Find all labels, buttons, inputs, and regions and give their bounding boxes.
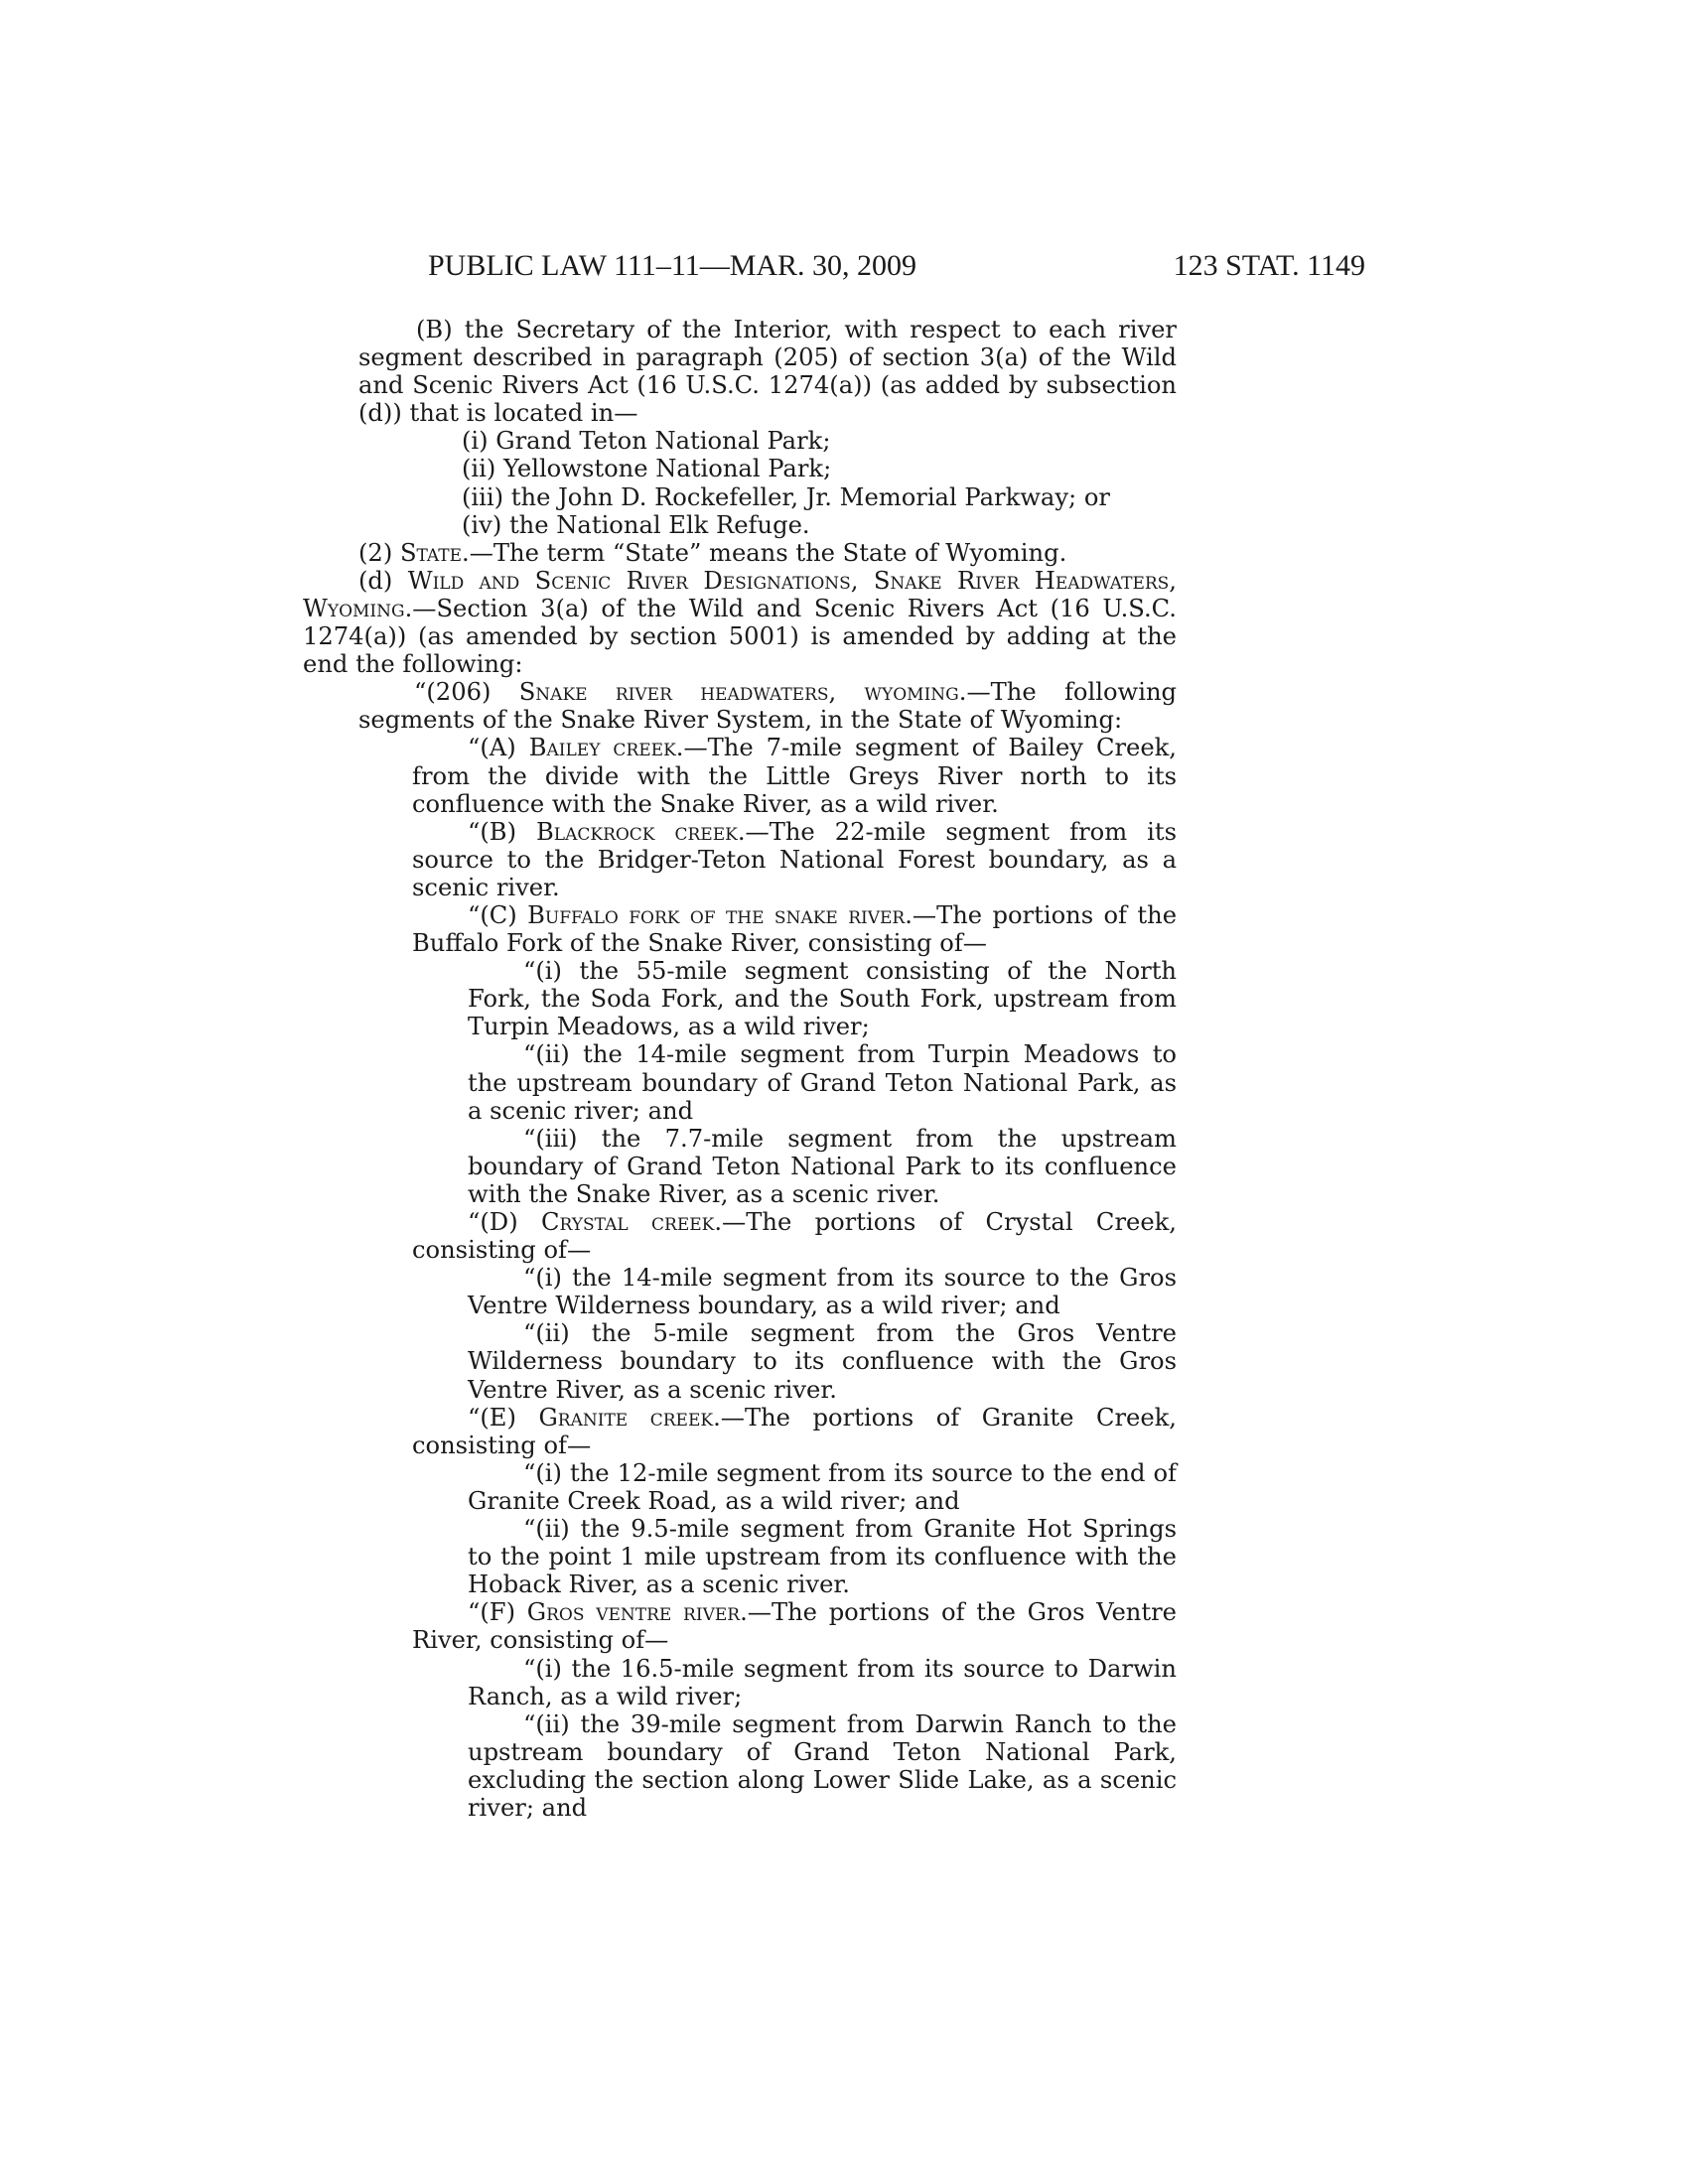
clause-c-ii: “(ii) the 14-mile segment from Turpin Meadows to the upstream boundary of Grand Teton National Park, as a scenic river; and (468, 1040, 1177, 1125)
paragraph-text: .—The 7-mile segment of Bailey Creek, from the divide with the Little Greys River north to its confluence with the Snake River, as a wild river. (412, 734, 1177, 818)
paragraph-number: “(C) (468, 900, 528, 929)
paragraph-heading: Buffalo fork of the snake river (527, 900, 906, 929)
clause-e-i: “(i) the 12-mile segment from its source to the end of Granite Creek Road, as a wild river; and (468, 1458, 1177, 1515)
statute-page-number: 123 STAT. 1149 (1173, 249, 1365, 282)
paragraph-number: “(D) (468, 1208, 542, 1236)
subparagraph-b-blackrock-creek (303, 818, 1177, 901)
clause-d-ii: “(ii) the 5-mile segment from the Gros Ventre Wilderness boundary to its confluence with the Gros Ventre River, as a scenic river. (468, 1319, 1177, 1404)
paragraph-number: “(A) (468, 734, 529, 762)
subparagraph-e-granite-creek (303, 1404, 1177, 1459)
paragraph-heading: Wild and Scenic River Designations, Snake River Headwaters, Wyoming (303, 566, 1177, 622)
clause-c-iii: “(iii) the 7.7-mile segment from the upstream boundary of Grand Teton National Park to its confluence with the Snake River, as a scenic river. (468, 1124, 1177, 1208)
subparagraph-f-gros-ventre-river (303, 1598, 1177, 1654)
paragraph-heading: Crystal creek (541, 1208, 715, 1236)
paragraph-text: .—The portions of the Buffalo Fork of the Snake River, consisting of— (412, 900, 1178, 958)
paragraph-text: .—The portions of the Gros Ventre River, consisting of— (412, 1598, 1177, 1655)
public-law-citation: PUBLIC LAW 111–11—MAR. 30, 2009 (428, 249, 917, 282)
paragraph-heading: Granite creek (538, 1403, 714, 1432)
paragraph-heading: Gros ventre river (526, 1598, 741, 1627)
subsection-d-designations (303, 567, 1177, 678)
paragraph-heading: Snake river headwaters, wyoming (518, 678, 959, 707)
clause-b-iii: (iii) the John D. Rockefeller, Jr. Memorial Parkway; or (462, 482, 1110, 511)
clause-d-i: “(i) the 14-mile segment from its source to the Gros Ventre Wilderness boundary, as a wild river; and (468, 1264, 1177, 1320)
paragraph-heading: Blackrock creek (536, 817, 738, 846)
running-header (303, 246, 1365, 286)
paragraph-text: .—The portions of Granite Creek, consisting of— (412, 1403, 1177, 1459)
clause-b-ii: (ii) Yellowstone National Park; (462, 455, 832, 483)
paragraph-number: (d) (358, 566, 408, 595)
clause-b-iv: (iv) the National Elk Refuge. (462, 510, 810, 539)
paragraph-heading: State (399, 538, 463, 567)
paragraph-text: .—The 22-mile segment from its source to the Bridger-Teton National Forest boundary, as a scenic river. (412, 817, 1178, 901)
paragraph-text: .—The following segments of the Snake River System, in the State of Wyoming: (358, 678, 1178, 735)
paragraph-number: “(B) (468, 817, 537, 846)
paragraph-text: .—The portions of Crystal Creek, consisting of— (412, 1208, 1177, 1265)
subparagraph-a-bailey-creek (303, 734, 1177, 817)
clause-f-ii: “(ii) the 39-mile segment from Darwin Ranch to the upstream boundary of Grand Teton National Park, excluding the section along Lower Slide Lake, as a scenic river; and (468, 1709, 1177, 1822)
clause-f-i: “(i) the 16.5-mile segment from its source to Darwin Ranch, as a wild river; (468, 1654, 1177, 1710)
paragraph-b-secretary-interior: (B) the Secretary of the Interior, with respect to each river segment described in paragraph (205) of section 3(a) of the Wild and Scenic Rivers Act (16 U.S.C. 1274(a)) (as added by subsection (d)) that is located in— (358, 316, 1177, 428)
subparagraph-d-crystal-creek (303, 1208, 1177, 1264)
clause-c-i: “(i) the 55-mile segment consisting of the North Fork, the Soda Fork, and the South Fork, upstream from Turpin Meadows, as a wild river; (468, 957, 1177, 1041)
paragraph-heading: Bailey creek (528, 734, 676, 762)
paragraph-number: (2) (358, 538, 400, 567)
paragraph-text: .—The term “State” means the State of Wyoming. (462, 538, 1067, 567)
paragraph-2-state (303, 539, 1177, 567)
subparagraph-c-buffalo-fork (303, 901, 1177, 957)
clause-b-i: (i) Grand Teton National Park; (462, 427, 831, 456)
paragraph-number: “(206) (414, 678, 519, 707)
clause-e-ii: “(ii) the 9.5-mile segment from Granite Hot Springs to the point 1 mile upstream from its confluence with the Hoback River, as a scenic river. (468, 1515, 1177, 1599)
statute-body (303, 316, 1177, 1822)
paragraph-number: “(F) (468, 1598, 527, 1627)
paragraph-text: .—Section 3(a) of the Wild and Scenic Rivers Act (16 U.S.C. 1274(a)) (as amended by section 5001) is amended by adding at the end the following: (303, 594, 1177, 679)
paragraph-206-snake-river-headwaters (303, 678, 1177, 734)
paragraph-number: “(E) (468, 1403, 539, 1432)
